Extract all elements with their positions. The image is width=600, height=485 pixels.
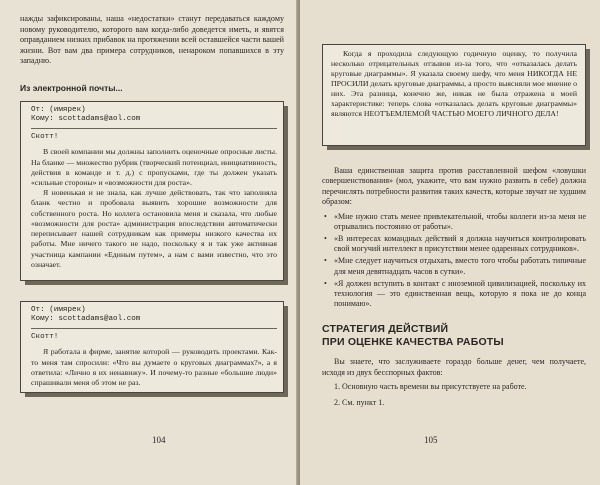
email-greeting: Скотт!	[31, 332, 59, 341]
email-box-1	[20, 101, 284, 281]
email-section-heading: Из электронной почты...	[20, 82, 123, 93]
numbered-list	[322, 382, 586, 408]
left-page	[0, 0, 298, 485]
quote-box	[322, 44, 586, 146]
numbered-item: 2. См. пункт 1.	[334, 397, 385, 407]
strategy-heading	[322, 323, 586, 349]
strategy-intro: Вы знаете, что заслуживаете гораздо больше денег, чем получаете, исходя из двух бесспорных фактов:	[322, 357, 586, 377]
email-from: От: (имярек)	[31, 305, 86, 314]
bullet-item: • «Я должен вступить в контакт с иноземной цивилизацией, поскольку их технология — это единственная вещь, которую я пока не до конца понимаю».	[334, 279, 586, 310]
right-page	[300, 0, 600, 485]
email-greeting: Скотт!	[31, 132, 59, 141]
email-from: От: (имярек)	[31, 105, 86, 114]
email-to: Кому: scottadams@aol.com	[31, 115, 141, 124]
email-paragraph: Я новенькая и не знала, как лучше действовать, так что заполняла бланк честно и пробовала выявить хорошие возможности для собственного роста. Но коллега остановила меня и сказала, что любые «возможности для роста» администрация впоследствии автоматически переписывает нашей сотрудникам как примеры низкого качества их работы. Мне ничего такого не надо, поскольку я и так уже активная участница кампании «Единым путем», а нам с вами известно, что это означает.	[31, 188, 277, 269]
strategy-heading-line2: ПРИ ОЦЕНКЕ КАЧЕСТВА РАБОТЫ	[322, 336, 504, 349]
email-to: Кому: scottadams@aol.com	[31, 315, 141, 324]
divider	[31, 328, 277, 329]
email-paragraph: Я работала в фирме, занятие которой — руководить проектами. Как-то меня там спросили: «Что вы думаете о круговых диаграммах?», а я ответила: «Лично я их ненавижу». И почему-то разные «большие люди» спрашивали меня об этом не раз.	[31, 347, 277, 388]
page-number-left: 104	[152, 435, 166, 445]
bullet-list	[322, 212, 586, 310]
bullet-item: • «Мне нужно стать менее привлекательной, чтобы коллеги из-за меня не отрывались постоянно от работы».	[334, 212, 586, 232]
numbered-item: 1. Основную часть времени вы присутствуете на работе.	[334, 382, 527, 392]
left-top-paragraph: нажды зафиксированы, наша «недостатки» станут передаваться каждому новому руководителю, которого вам когда-либо доведется иметь, и явятся оправданием низких прибавок на протяжении всей оставшейся части вашей жизни. Вот вам два примера сотрудников, ненароком попавшихся в эту западню.	[20, 14, 284, 66]
email-paragraph: В своей компании мы должны заполнить оценочные опросные листы. На бланке — множество рубрик (творческий потенциал, инициативность, действия в команде и т. д.) с пропусками, где ты должен указать «сильные стороны» и «возможности для роста».	[31, 147, 277, 188]
bullet-item: • «Мне следует научиться отдыхать, вместо того чтобы работать типичные для меня девятнадцать часов в сутки».	[334, 256, 586, 276]
strategy-heading-line1: СТРАТЕГИЯ ДЕЙСТВИЙ	[322, 323, 449, 336]
quote-text: Когда я проходила следующую годичную оценку, то получила несколько отрицательных отзывов из-за того, что «отказалась делать круговые диаграммы». Я указала своему шефу, что меня НИКОГДА НЕ ПРОСИЛИ делать круговые диаграммы, а просто выясняли мое мнение о них. Эта разница, конечно же, никак не была отражена в моей характеристике: теперь слова «отказалась делать круговые диаграммы» являются НЕОТЪЕМЛЕМОЙ ЧАСТЬЮ МОЕГО ЛИЧНОГО ДЕЛА!	[331, 49, 577, 118]
bullet-item: • «В интересах командных действий я должна научиться контролировать свой могучий интеллект в присутствии менее одаренных сотрудников».	[334, 234, 586, 254]
email-box-2	[20, 301, 284, 393]
intro-paragraph: Ваша единственная защита против расставленной шефом «ловушки совершенствования» (мол, укажите, что вам нужно развить в себе) должна перечислять потребности развития таких качеств, которые звучат не худшим образом:	[322, 166, 586, 207]
divider	[31, 128, 277, 129]
page-number-right: 105	[424, 435, 438, 445]
